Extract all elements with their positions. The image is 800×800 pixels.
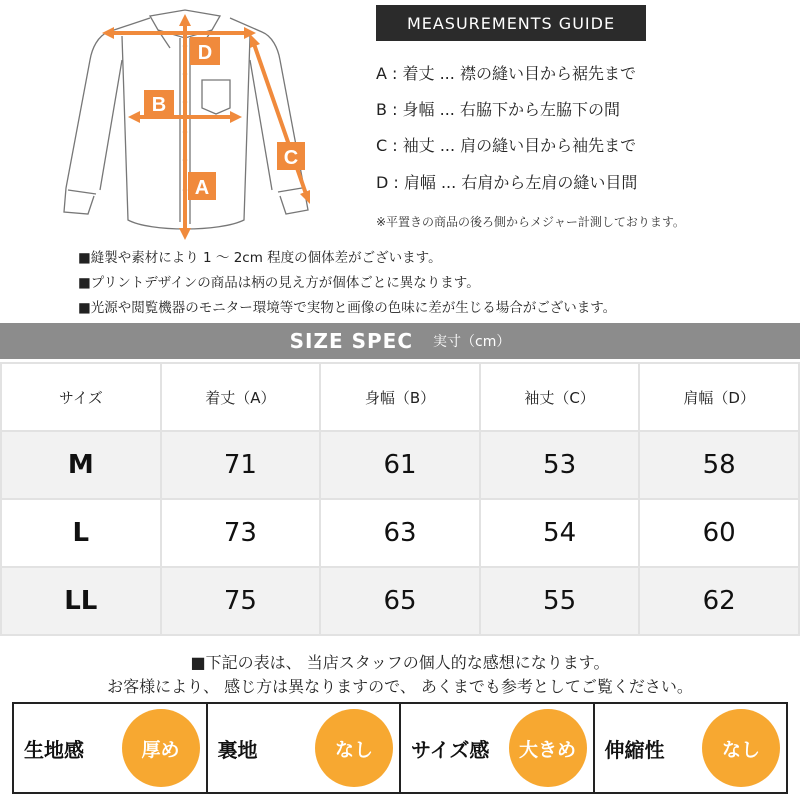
footnote-reference-only: お客様により、 感じ方は異なりますので、 あくまでも参考としてご覧ください。 (107, 677, 693, 696)
feel-stretch (595, 704, 787, 792)
value-cell: 65 (320, 567, 480, 635)
label-box-c (277, 142, 305, 170)
feel-badge: 大きめ (509, 709, 587, 787)
measurements-guide-title: MEASUREMENTS GUIDE (376, 5, 646, 41)
size-table-header-row (1, 363, 799, 431)
value-cell: 73 (161, 499, 321, 567)
notice-individual-difference: ■縫製や素材により 1 〜 2cm 程度の個体差がございます。 (78, 250, 442, 266)
size-spec-title: SIZE SPEC (289, 329, 414, 353)
label-box-a (188, 172, 216, 200)
label-b: B (151, 94, 167, 116)
guide-line-a: A : 着丈 ... 襟の縫い目から裾先まで (376, 64, 636, 83)
label-box-b (144, 90, 174, 116)
guide-note: ※平置きの商品の後ろ側からメジャー計測しております。 (376, 215, 685, 229)
notice-monitor-color: ■光源や閲覧機器のモニター環境等で実物と画像の色味に差が生じる場合がございます。 (78, 300, 617, 316)
header-width: 身幅（B） (320, 363, 480, 431)
table-row (1, 431, 799, 499)
feel-badge: 厚め (122, 709, 200, 787)
feel-size (401, 704, 595, 792)
feel-label: 生地感 (24, 737, 84, 762)
label-d: D (197, 42, 213, 64)
value-cell: 55 (480, 567, 640, 635)
size-cell: L (1, 499, 161, 567)
header-size: サイズ (1, 363, 161, 431)
guide-line-b: B : 身幅 ... 右脇下から左脇下の間 (376, 100, 620, 119)
feel-label: サイズ感 (411, 737, 490, 762)
table-row (1, 567, 799, 635)
guide-line-d: D : 肩幅 ... 右肩から左肩の縫い目間 (376, 173, 638, 192)
header-shoulder: 肩幅（D） (639, 363, 799, 431)
value-cell: 75 (161, 567, 321, 635)
size-cell: M (1, 431, 161, 499)
guide-line-c: C : 袖丈 ... 肩の縫い目から袖先まで (376, 136, 637, 155)
value-cell: 60 (639, 499, 799, 567)
size-cell: LL (1, 567, 161, 635)
header-length: 着丈（A） (161, 363, 321, 431)
size-spec-band (0, 323, 800, 359)
measure-line-a (179, 14, 191, 240)
label-box-d (190, 37, 220, 65)
size-table (0, 362, 800, 636)
feel-badge: なし (315, 709, 393, 787)
value-cell: 54 (480, 499, 640, 567)
feel-fabric-thickness (14, 704, 208, 792)
value-cell: 62 (639, 567, 799, 635)
footnote-staff-opinion: ■下記の表は、 当店スタッフの個人的な感想になります。 (190, 653, 610, 672)
value-cell: 53 (480, 431, 640, 499)
value-cell: 71 (161, 431, 321, 499)
feel-badge: なし (702, 709, 780, 787)
feel-label: 伸縮性 (604, 737, 665, 762)
feel-lining (208, 704, 402, 792)
header-sleeve: 袖丈（C） (480, 363, 640, 431)
size-spec-unit: 実寸（cm） (433, 334, 511, 350)
fabric-feel-table (12, 702, 788, 794)
value-cell: 61 (320, 431, 480, 499)
notice-print-design: ■プリントデザインの商品は柄の見え方が個体ごとに異なります。 (78, 275, 480, 291)
shirt-measurement-diagram (55, 0, 340, 242)
label-a: A (194, 177, 210, 199)
value-cell: 58 (639, 431, 799, 499)
value-cell: 63 (320, 499, 480, 567)
table-row (1, 499, 799, 567)
label-c: C (283, 147, 299, 169)
measure-line-d (102, 27, 256, 39)
feel-label: 裏地 (217, 737, 258, 762)
